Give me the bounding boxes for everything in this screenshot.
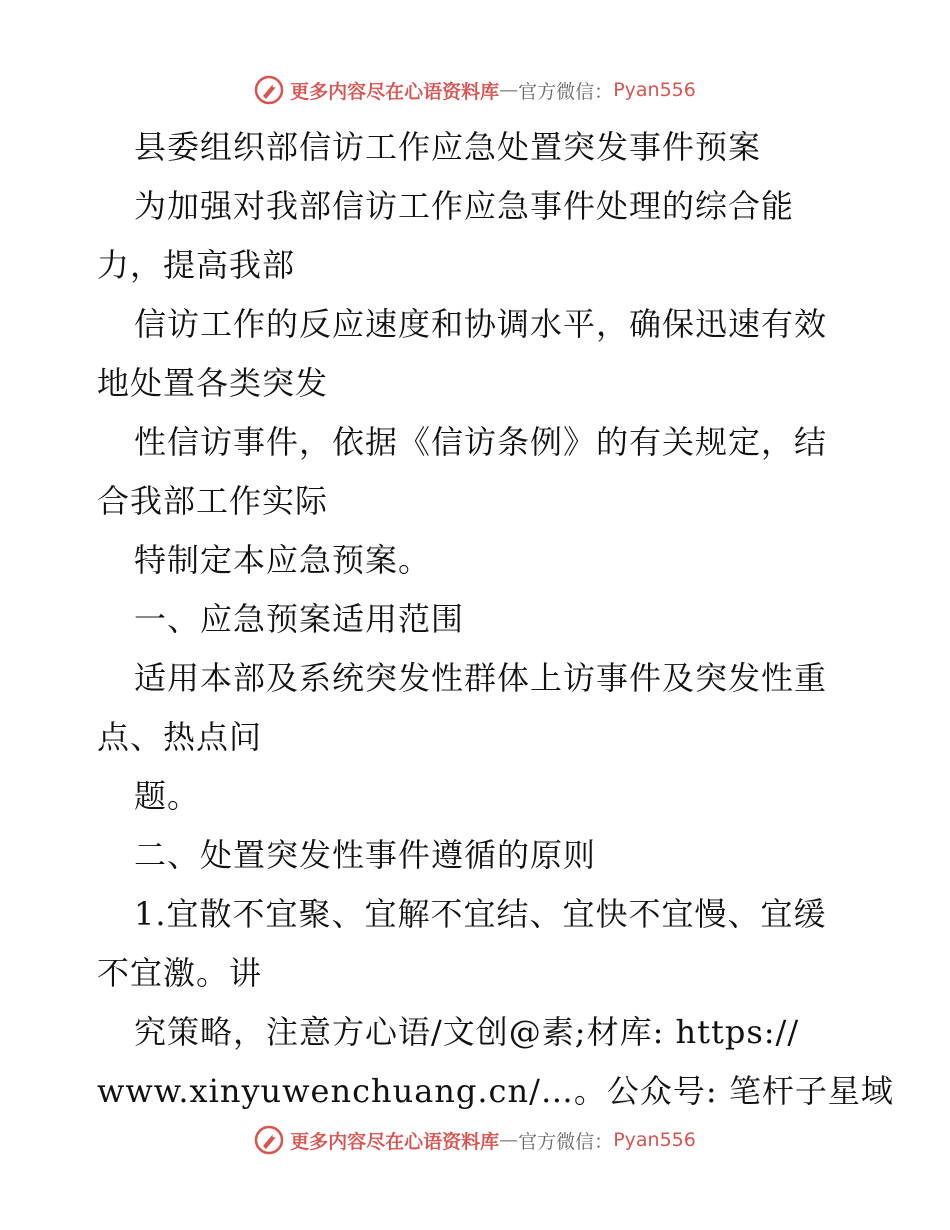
text-line: 合我部工作实际 [97,482,329,520]
text-line: 性信访事件，依据《信访条例》的有关规定，结 [134,423,828,461]
text-line: 力，提高我部 [97,246,296,284]
document-body [97,118,894,1121]
banner-wechat-label: 官方微信： [518,1130,614,1153]
header-watermark-banner [0,70,950,110]
text-line: 信访工作的反应速度和协调水平，确保迅速有效 [134,305,828,343]
text-line: 究策略，注意方心语/文创@素;材库: https:// [134,1013,800,1051]
section-heading: 二、处置突发性事件遵循的原则 [134,836,597,874]
banner-wechat-id: Pyan556 [613,79,696,101]
banner-dash: — [499,1129,519,1151]
text-line: 题。 [134,777,201,815]
text-line: 不宜激。讲 [97,954,263,992]
text-line: 特制定本应急预案。 [134,541,432,579]
text-line: www.xinyuwenchuang.cn/…。公众号: 笔杆子星域 [97,1072,894,1110]
banner-main-text: 更多内容尽在心语资料库 [290,80,500,103]
text-line: 地处置各类突发 [97,364,329,402]
text-line: 适用本部及系统突发性群体上访事件及突发性重 [134,659,828,697]
section-heading: 一、应急预案适用范围 [134,600,465,638]
banner-dash: — [499,79,519,101]
footer-watermark-banner [0,1120,950,1160]
text-line: 为加强对我部信访工作应急事件处理的综合能 [134,187,795,225]
pen-logo-icon [254,75,284,105]
banner-wechat-id: Pyan556 [613,1129,696,1151]
text-line: 1.宜散不宜聚、宜解不宜结、宜快不宜慢、宜缓 [134,895,827,933]
banner-wechat-label: 官方微信： [518,80,614,103]
text-line: 点、热点问 [97,718,263,756]
document-title: 县委组织部信访工作应急处置突发事件预案 [134,128,762,166]
banner-main-text: 更多内容尽在心语资料库 [290,1130,500,1153]
pen-logo-icon [254,1125,284,1155]
